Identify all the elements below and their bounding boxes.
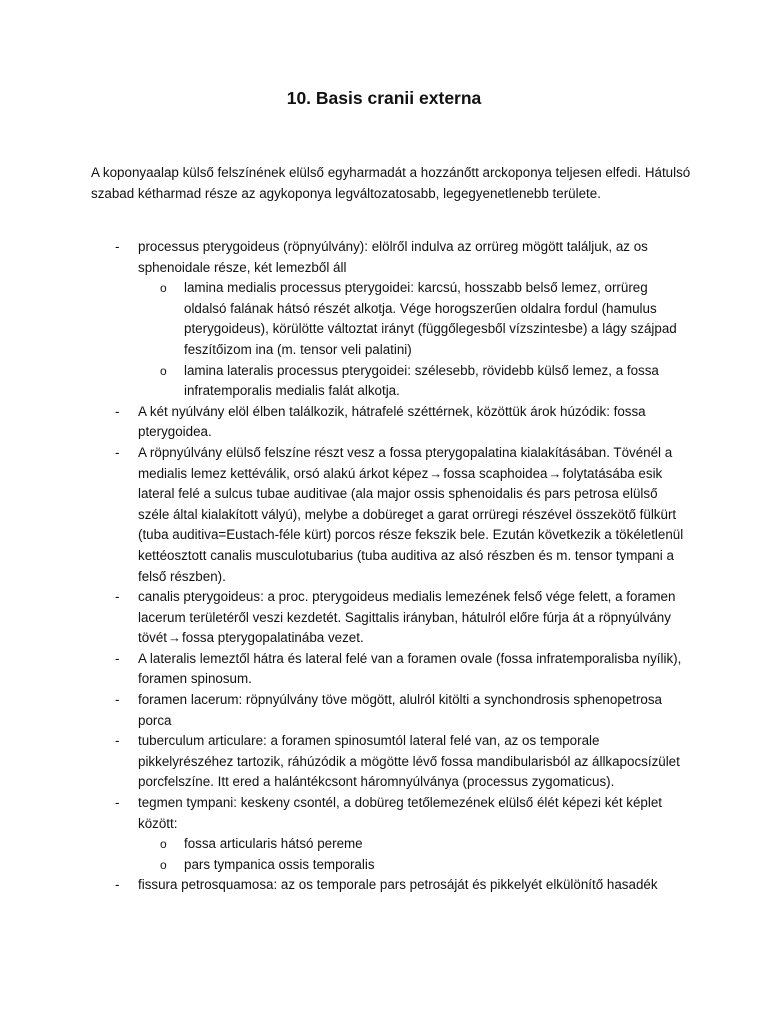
intro-paragraph: A koponyaalap külső felszínének elülső egyharmadát a hozzánőtt arckoponya teljesen elfedi. Hátulsó szabad kétharmad része az agykoponya legváltozatosabb, legegyenetlenebb területe.	[91, 165, 691, 201]
list-item	[91, 402, 691, 443]
sub-list-item	[91, 855, 691, 876]
arrow-icon: →	[168, 630, 182, 646]
circle-bullet: o	[160, 363, 167, 378]
sub-list	[138, 278, 691, 402]
list-item-text: folytatásába esik lateral felé a sulcus tubae auditivae (ala major ossis sphenoidalis és pars petrosa elülső széle által kialakított vályú), melybe a dobüreget a garat orrüregi részével összekötő fülkürt (tuba auditiva=Eustach-féle kürt) porcos része fekszik bele. Ezután következik a tökéletlenül kettéosztott canalis musculotubarius (tuba auditiva az alsó részben és m. tensor tympani a felső részben).	[138, 465, 684, 584]
page-title: 10. Basis cranii externa	[286, 88, 482, 108]
list-item-text: tegmen tympani: keskeny csontél, a dobüreg tetőlemezének elülső élét képezi két képlet között:	[138, 795, 663, 831]
dash-bullet: -	[115, 403, 120, 419]
topic-list	[91, 237, 691, 896]
arrow-icon: →	[429, 465, 443, 481]
sub-item-text: lamina lateralis processus pterygoidei: szélesebb, rövidebb külső lemez, a fossa infratemporalis medialis falát alkotja.	[184, 362, 659, 399]
list-item-text: fissura petrosquamosa: az os temporale pars petrosáját és pikkelyét elkülönítő hasadék	[138, 877, 658, 893]
list-item-text: processus pterygoideus (röpnyúlvány): elölről indulva az orrüreg mögött találjuk, az os sphenoidale része, két lemezből áll	[138, 239, 648, 275]
sub-list-item	[91, 361, 691, 402]
list-item	[91, 649, 691, 690]
arrow-icon: →	[548, 465, 562, 481]
list-item	[91, 587, 691, 649]
circle-bullet: o	[160, 281, 167, 296]
dash-bullet: -	[115, 877, 120, 893]
list-item-text: A két nyúlvány elöl élben találkozik, hátrafelé széttérnek, közöttük árok húzódik: fossa pterygoidea.	[138, 403, 646, 440]
list-item-text: A lateralis lemeztől hátra és lateral felé van a foramen ovale (fossa infratemporalisba nyílik), foramen spinosum.	[138, 650, 682, 687]
circle-bullet: o	[160, 857, 167, 872]
dash-bullet: -	[115, 589, 120, 605]
dash-bullet: -	[115, 795, 120, 811]
list-item-text: A röpnyúlvány elülső felszíne részt vesz a fossa pterygopalatina kialakításában. Tövénél a medialis lemez kettéválik, orsó alakú árkot képez	[138, 444, 673, 481]
dash-bullet: -	[115, 733, 120, 749]
dash-bullet: -	[115, 239, 120, 254]
list-item	[91, 875, 691, 896]
sub-item-text: lamina medialis processus pterygoidei: karcsú, hosszabb belső lemez, orrüreg oldalsó falának hátsó részét alkotja. Vége horogszerűen oldalra fordul (hamulus pterygoideus), körülötte változtat irányt (függőlegesből vízszintesbe) a lágy szájpad feszítőizom ina (m. tensor veli palatini)	[184, 280, 677, 357]
list-item-text: fossa pterygopalatinába vezet.	[182, 630, 364, 646]
dash-bullet: -	[115, 692, 120, 708]
circle-bullet: o	[160, 837, 167, 852]
sub-list-item	[91, 834, 691, 855]
list-item	[91, 793, 691, 875]
dash-bullet: -	[115, 650, 120, 666]
list-item	[91, 731, 691, 793]
list-item	[91, 237, 691, 402]
sub-item-text: pars tympanica ossis temporalis	[184, 856, 375, 872]
list-item	[91, 690, 691, 731]
dash-bullet: -	[115, 444, 120, 460]
list-item-text: fossa scaphoidea	[443, 465, 548, 481]
sub-list-item	[91, 278, 691, 360]
list-item-text: tuberculum articulare: a foramen spinosumtól lateral felé van, az os temporale pikkelyrészéhez tartozik, ráhúzódik a mögötte lévő fossa mandibularisból az állkapocsízület porcfelszíne. Itt ered a halántékcsont háromnyúlványa (processus zygomaticus).	[138, 733, 680, 790]
sub-item-text: fossa articularis hátsó pereme	[184, 836, 363, 852]
sub-list	[138, 834, 691, 875]
list-item	[91, 443, 691, 587]
list-item-text: canalis pterygoideus: a proc. pterygoideus medialis lemezének felső vége felett, a foramen lacerum területéről veszi kezdetét. Sagittalis irányban, hátulról előre fúrja át a röpnyúlvány tövét	[138, 589, 676, 646]
list-item-text: foramen lacerum: röpnyúlvány töve mögött, alulról kitölti a synchondrosis sphenopetrosa porca	[138, 692, 662, 728]
